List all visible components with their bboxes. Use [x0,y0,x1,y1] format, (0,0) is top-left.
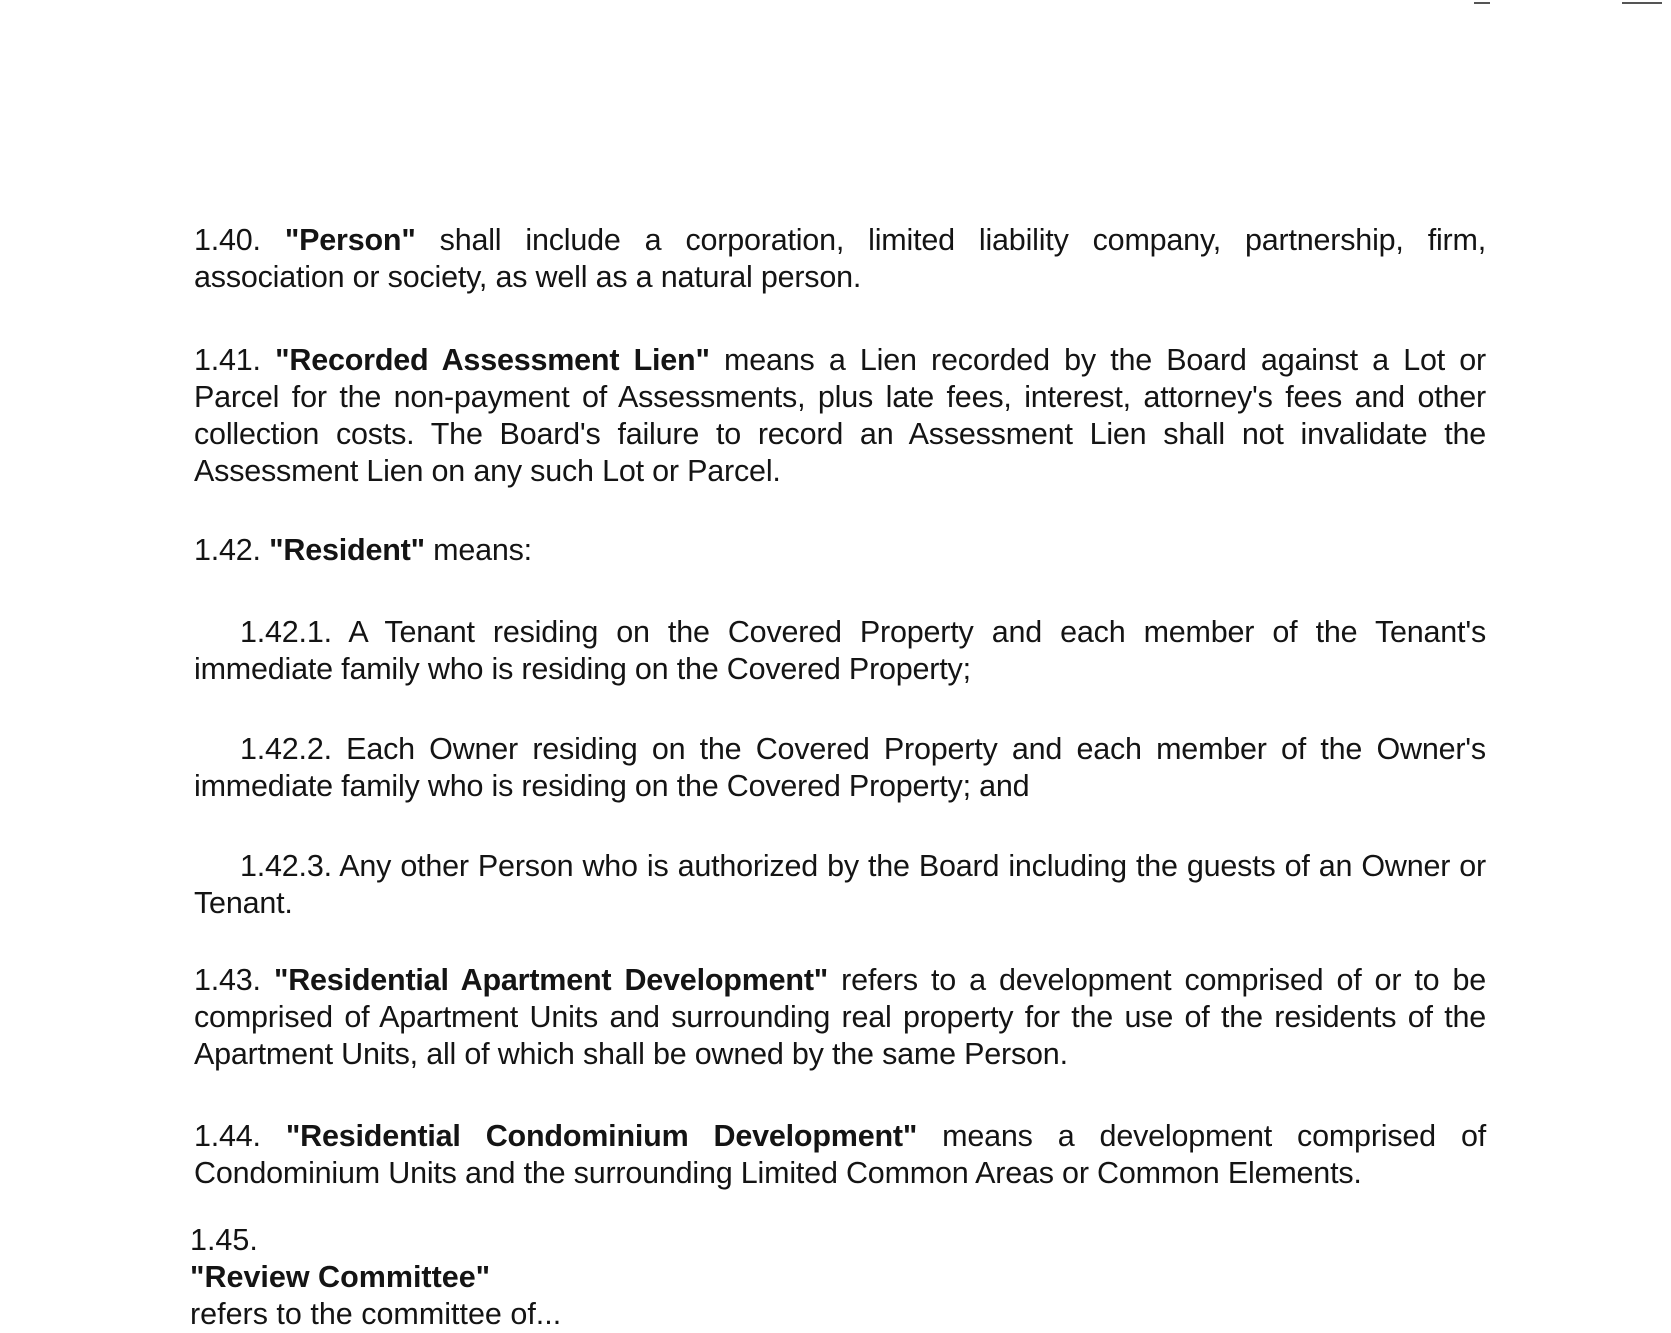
section-number: 1.44. [194,1119,261,1153]
section-number: 1.42.2. [240,732,332,766]
definition-1-42-3 [194,848,1486,922]
definition-text: A Tenant residing on the Covered Property and each member of the Tenant's immediate family who is residing on the Covered Property; [194,615,1487,686]
definition-1-42 [194,532,1486,569]
definition-1-40 [194,222,1486,296]
definition-text: Any other Person who is authorized by the Board including the guests of an Owner or Tenant. [194,849,1486,920]
definition-1-45-partial [190,1222,790,1331]
defined-term: "Person" [284,223,416,257]
section-number: 1.42. [194,533,261,567]
section-number: 1.40. [194,223,261,257]
definition-text: shall include a corporation, limited liability company, partnership, firm, association or society, as well as a natural person. [194,223,1486,294]
definition-1-43 [194,962,1486,1073]
definition-text: means a development comprised of Condominium Units and the surrounding Limited Common Areas or Common Elements. [194,1119,1487,1190]
definition-text: Each Owner residing on the Covered Property and each member of the Owner's immediate family who is residing on the Covered Property; and [194,732,1486,803]
definition-text: means a Lien recorded by the Board against a Lot or Parcel for the non-payment of Assessments, plus late fees, interest, attorney's fees and other collection costs. The Board's failure to record an Assessment Lien shall not invalidate the Assessment Lien on any such Lot or Parcel. [194,343,1486,488]
definition-text: refers to a development comprised of or to be comprised of Apartment Units and surrounding real property for the use of the residents of the Apartment Units, all of which shall be owned by the same Person. [194,963,1487,1071]
section-number: 1.41. [194,343,261,377]
section-number: 1.42.1. [240,615,332,649]
definition-text: means: [433,533,532,567]
section-number: 1.45. [190,1223,258,1257]
definition-text: refers to the committee of... [190,1297,562,1331]
defined-term: "Recorded Assessment Lien" [275,343,710,377]
scan-mark [1474,2,1490,4]
defined-term: "Resident" [269,533,425,567]
definition-1-42-2 [194,731,1486,805]
definition-1-44 [194,1118,1486,1192]
section-number: 1.42.3. [240,849,332,883]
scan-mark [1622,2,1662,4]
definition-1-41 [194,342,1486,490]
defined-term: "Review Committee" [190,1260,491,1294]
section-number: 1.43. [194,963,261,997]
defined-term: "Residential Condominium Development" [285,1119,918,1153]
definition-1-42-1 [194,614,1486,688]
defined-term: "Residential Apartment Development" [273,963,829,997]
